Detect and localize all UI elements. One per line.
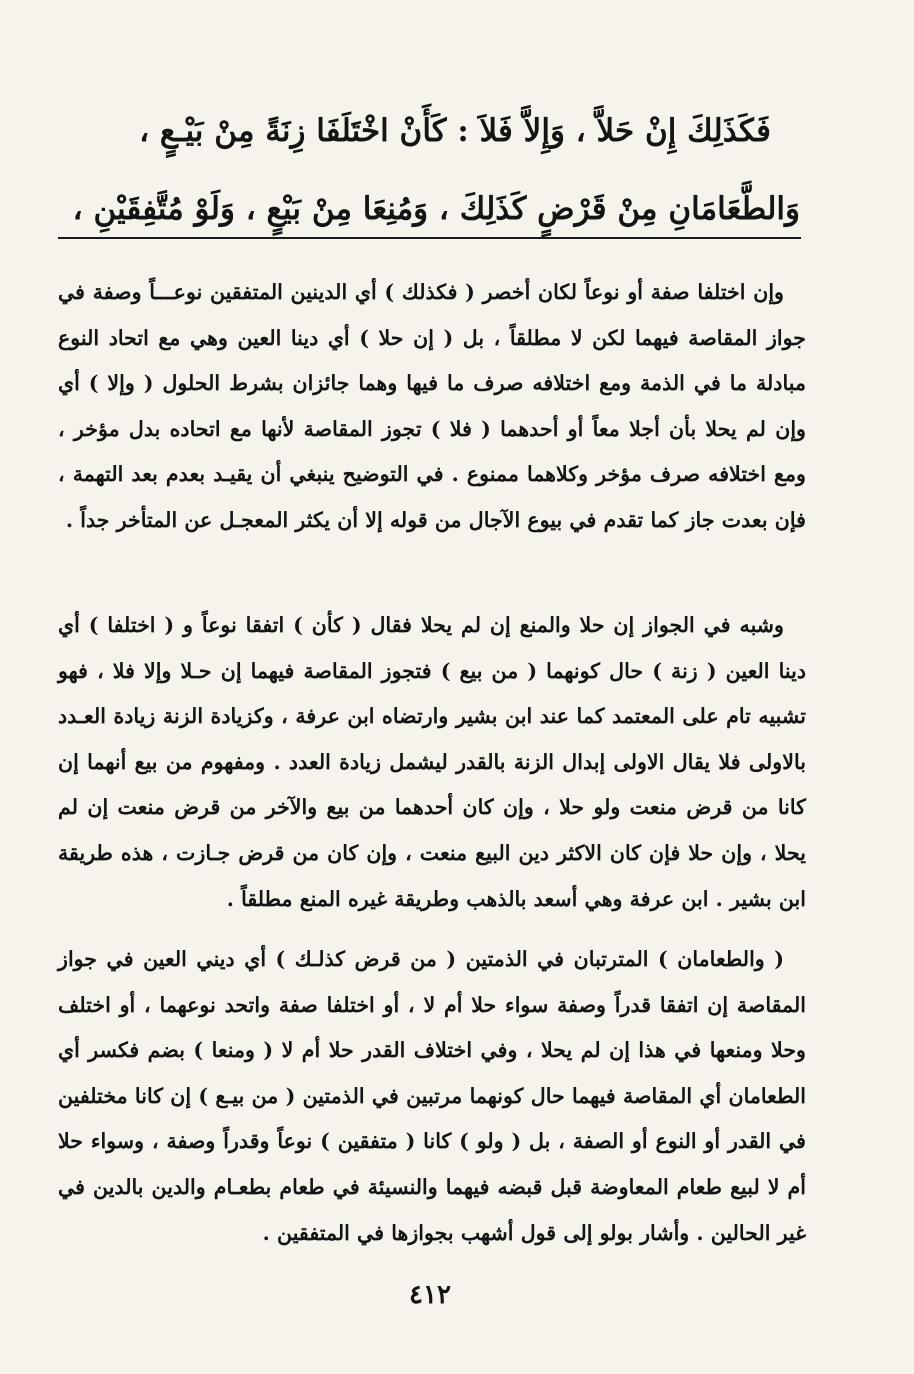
paragraph-text: وشبه في الجواز إن حلا والمنع إن لم يحلا فقال ( كأن ) اتفقا نوعاً و ( اختلفا ) أي دينا العين ( زنة ) حال كونهما ( من بيع ) فتجوز المقاصة فيهما إن حـلا وإلا فلا ، فهو تشبيه تام على المعتمد كما عند ابن بشير وارتضاه ابن عرفة ، وكزيادة الزنة زيادة العـدد بالاولى فلا يقال الاولى إبدال الزنة بالقدر ليشمل زيادة العدد . ومفهوم من بيع أنهما إن كانا من قرض منعت ولو حلا ، وإن كان أحدهما من بيع والآخر من قرض منعت إن لم يحلا ، وإن حلا فإن كان الاكثر دين البيع منعت ، وإن كان من قرض جـازت ، هذه طريقة ابن بشير . ابن عرفة وهي أسعد بالذهب وطريقة غيره المنع مطلقاً .: [58, 613, 806, 911]
matn-line-2: وَالطَّعَامَانِ مِنْ قَرْضٍ كَذَلِكَ ، وَمُنِعَا مِنْ بَيْعٍ ، وَلَوْ مُتَّفِقَيْنِ ،: [72, 191, 800, 227]
matn-line-1: فَكَذَلِكَ إِنْ حَلاَّ ، وَإِلاَّ فَلاَ : كَأَنْ اخْتَلَفَا زِنَةً مِنْ بَيْـعٍ ،: [139, 113, 771, 149]
matn-text: [72, 92, 800, 248]
paragraph-text: وإن اختلفا صفة أو نوعاً لكان أخصر ( فكذلك ) أي الدينين المتفقين نوعـــاً وصفة في جواز المقاصة فيهما لكن لا مطلقاً ، بل ( إن حلا ) أي دينا العين وهي مع اتحاد النوع مبادلة ما في الذمة ومع اختلافه صرف ما فيها وهما جائزان بشرط الحلول ( وإلا ) أي وإن لم يحلا بأن أجلا معاً أو أحدهما ( فلا ) تجوز المقاصة لأنها مع اتحاده بدل مؤخر ، ومع اختلافه صرف مؤخر وكلاهما ممنوع . في التوضيح ينبغي أن يقيـد بعدم بعد التهمة ، فإن بعدت جاز كما تقدم في بيوع الآجال من قوله إلا أن يكثر المعجـل عن المتأخر جداً .: [58, 280, 806, 532]
commentary-paragraph-2: [58, 603, 806, 922]
commentary-paragraph-1: [58, 270, 806, 544]
paragraph-text: ( والطعامان ) المترتبان في الذمتين ( من قرض كذلـك ) أي ديني العين في جواز المقاصة إن اتفقا قدراً وصفة سواء حلا أم لا ، أو اختلفا صفة واتحد نوعهما ، أو اختلف وحلا ومنعها في هذا إن لم يحلا ، وفي اختلاف القدر حلا أم لا ( ومنعا ) بضم فكسر أي الطعامان أي المقاصة فيهما حال كونهما مرتبين في الذمتين ( من بيـع ) إن كانا مختلفين في القدر أو النوع أو الصفة ، بل ( ولو ) كانا ( متفقين ) نوعاً وقدراً وصفة ، وسواء حلا أم لا لبيع طعام المعاوضة قبل قبضه فيهما والنسيئة في طعام بطعـام والدين بالدين في غير الحالين . وأشار بولو إلى قول أشهب بجوازها في المتفقين .: [58, 947, 806, 1245]
separator-rule: [58, 237, 801, 239]
commentary-paragraph-3: [58, 937, 806, 1256]
page-number: ٤١٢: [409, 1280, 451, 1310]
